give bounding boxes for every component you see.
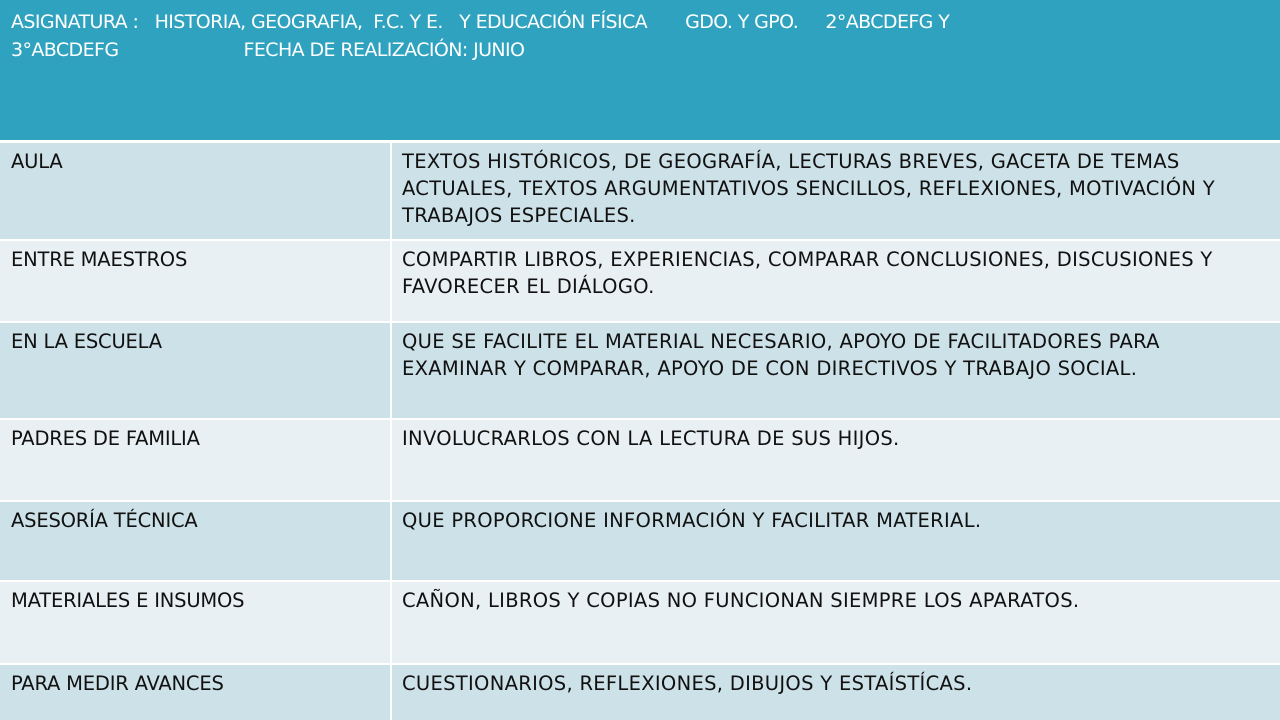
table-row-materiales-e-insumos: [0, 582, 1280, 665]
row-label: ENTRE MAESTROS: [0, 241, 392, 321]
table-row-asesoria-tecnica: [0, 502, 1280, 582]
row-value: TEXTOS HISTÓRICOS, DE GEOGRAFÍA, LECTURAS BREVES, GACETA DE TEMAS ACTUALES, TEXTOS ARGUMENTATIVOS SENCILLOS, REFLEXIONES, MOTIVACIÓN Y TRABAJOS ESPECIALES.: [402, 150, 1215, 227]
table-row-padres-de-familia: [0, 420, 1280, 502]
row-label: AULA: [0, 143, 392, 239]
row-value: QUE SE FACILITE EL MATERIAL NECESARIO, APOYO DE FACILITADORES PARA EXAMINAR Y COMPARAR, APOYO DE CON DIRECTIVOS Y TRABAJO SOCIAL.: [402, 330, 1160, 380]
table-row-en-la-escuela: [0, 323, 1280, 420]
row-value: QUE PROPORCIONE INFORMACIÓN Y FACILITAR MATERIAL.: [402, 509, 982, 532]
row-label: EN LA ESCUELA: [0, 323, 392, 418]
header-line-2: 3°ABCDEFG FECHA DE REALIZACIÓN: JUNIO: [11, 39, 525, 61]
row-label: ASESORÍA TÉCNICA: [0, 502, 392, 580]
table-row-para-medir-avances: [0, 665, 1280, 720]
row-label: PARA MEDIR AVANCES: [0, 665, 392, 720]
row-value: COMPARTIR LIBROS, EXPERIENCIAS, COMPARAR CONCLUSIONES, DISCUSIONES Y FAVORECER EL DIÁLOGO.: [402, 248, 1213, 298]
info-table: [0, 140, 1280, 720]
header-bar: [0, 0, 1280, 140]
row-value: CUESTIONARIOS, REFLEXIONES, DIBUJOS Y ESTAÍSTÍCAS.: [402, 672, 973, 695]
table-row-aula: [0, 143, 1280, 241]
row-value: INVOLUCRARLOS CON LA LECTURA DE SUS HIJOS.: [402, 427, 900, 450]
row-label: MATERIALES E INSUMOS: [0, 582, 392, 663]
header-line-1: ASIGNATURA : HISTORIA, GEOGRAFIA, F.C. Y E. Y EDUCACIÓN FÍSICA GDO. Y GPO. 2°ABCDEFG Y: [11, 11, 950, 33]
row-value: CAÑON, LIBROS Y COPIAS NO FUNCIONAN SIEMPRE LOS APARATOS.: [402, 589, 1080, 612]
table-row-entre-maestros: [0, 241, 1280, 323]
row-label: PADRES DE FAMILIA: [0, 420, 392, 500]
